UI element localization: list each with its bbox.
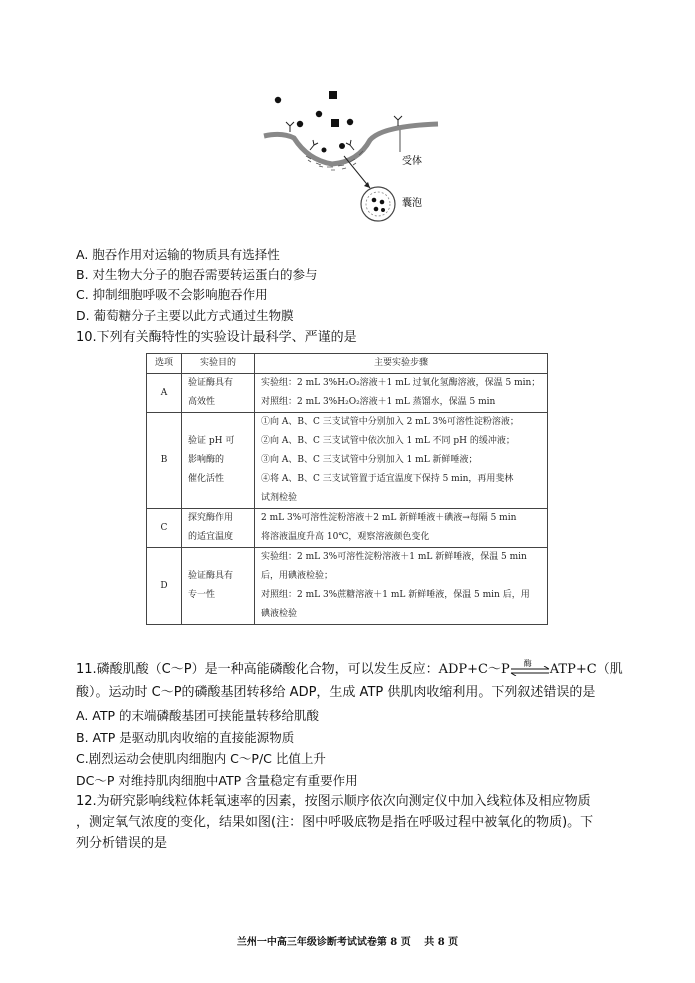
q10-table xyxy=(146,353,548,625)
row-steps xyxy=(255,374,548,413)
q11-stem-line1 xyxy=(76,658,623,678)
q11-option-a: A. ATP 的末端磷酸基团可挟能量转移给肌酸 xyxy=(76,708,320,723)
endocytosis-figure xyxy=(262,84,442,224)
reversible-arrow-icon xyxy=(510,666,550,676)
table-header: 主要实验步骤 xyxy=(255,354,548,374)
row-option: B xyxy=(147,413,182,509)
row-aim xyxy=(182,548,255,625)
step-line: 试剂检验 xyxy=(261,493,298,503)
row-option: C xyxy=(147,509,182,548)
particle-circle xyxy=(381,208,385,212)
aim-line: 专一性 xyxy=(188,590,216,600)
row-aim xyxy=(182,509,255,548)
step-line: ③向 A、B、C 三支试管中分别加入 1 mL 新鲜唾液； xyxy=(261,455,478,465)
table-row xyxy=(147,548,548,625)
q11-option-d: DC～P 对维持肌肉细胞中ATP 含量稳定有重要作用 xyxy=(76,773,358,788)
row-aim xyxy=(182,413,255,509)
row-option: A xyxy=(147,374,182,413)
row-steps xyxy=(255,413,548,509)
q11-stem-text: （肌 xyxy=(596,662,623,677)
particle-square xyxy=(329,91,337,99)
q12-stem-line1: 12.为研究影响线粒体耗氧速率的因素，按图示顺序依次向测定仪中加入线粒体及相应物质 xyxy=(76,794,591,809)
step-line: 后，用碘液检验； xyxy=(261,571,334,581)
table-header: 选项 xyxy=(147,354,182,374)
q12-stem-line3: 列分析错误的是 xyxy=(76,836,168,851)
q9-option-b: B. 对生物大分子的胞吞需要转运蛋白的参与 xyxy=(76,267,318,282)
q11-stem-text: 11.磷酸肌酸（C～P）是一种高能磷酸化合物，可以发生反应： xyxy=(76,662,439,677)
receptor-icon xyxy=(286,122,294,132)
step-line: ①向 A、B、C 三支试管中分别加入 2 mL 3%可溶性淀粉溶液； xyxy=(261,417,519,427)
reaction-equation xyxy=(438,658,597,677)
q9-option-c: C. 抑制细胞呼吸不会影响胞吞作用 xyxy=(76,287,268,302)
step-line: 对照组：2 mL 3%蔗糖溶液＋1 mL 新鲜唾液，保温 5 min 后，用 xyxy=(261,590,530,600)
table-row xyxy=(147,413,548,509)
eq-enzyme: 酶 xyxy=(523,658,532,668)
row-steps xyxy=(255,509,548,548)
q11-option-b: B. ATP 是驱动肌肉收缩的直接能源物质 xyxy=(76,730,295,745)
eq-right: ATP+C xyxy=(549,662,597,677)
table-row xyxy=(147,509,548,548)
q9-option-d: D. 葡萄糖分子主要以此方式通过生物膜 xyxy=(76,308,294,323)
q11-stem-line2: 酸）。运动时 C～P的磷酸基团转移给 ADP，生成 ATP 供肌肉收缩利用。下列叙述错误的是 xyxy=(76,685,596,700)
particle-circle xyxy=(347,119,353,125)
step-line: 将溶液温度升高 10℃，观察溶液颜色变化 xyxy=(261,532,430,542)
q11-option-c: C.剧烈运动会使肌肉细胞内 C～P/C 比值上升 xyxy=(76,751,326,766)
step-line: 实验组：2 mL 3%H₂O₂溶液＋1 mL 过氧化氢酶溶液，保温 5 min； xyxy=(261,378,541,388)
particle-square xyxy=(331,119,339,127)
arrow-icon xyxy=(344,156,370,188)
aim-line: 验证酶具有 xyxy=(188,571,234,581)
aim-line: 探究酶作用 xyxy=(188,513,234,523)
step-line: ②向 A、B、C 三支试管中依次加入 1 mL 不同 pH 的缓冲液； xyxy=(261,436,515,446)
aim-line: 催化活性 xyxy=(188,474,225,484)
arrowhead-icon xyxy=(364,182,370,188)
eq-left: ADP+C～P xyxy=(438,662,510,677)
aim-line: 验证酶具有 xyxy=(188,378,234,388)
particle-circle xyxy=(380,200,385,205)
particle-circle xyxy=(275,97,281,103)
particle-circle xyxy=(372,198,377,203)
step-line: 实验组：2 mL 3%可溶性淀粉溶液＋1 mL 新鲜唾液，保温 5 min xyxy=(261,552,527,562)
particle-circle xyxy=(297,121,303,127)
q12-stem-line2: ，测定氧气浓度的变化，结果如图(注：图中呼吸底物是指在呼吸过程中被氧化的物质)。下 xyxy=(76,815,594,830)
step-line: 碘液检验 xyxy=(261,609,298,619)
row-steps xyxy=(255,548,548,625)
aim-line: 高效性 xyxy=(188,397,216,407)
page-footer: 兰州一中高三年级诊断考试试卷第 8 页 共 8 页 xyxy=(236,937,459,948)
table-row xyxy=(147,374,548,413)
particle-circle xyxy=(339,143,345,149)
particle-circle xyxy=(316,111,322,117)
q9-option-a: A. 胞吞作用对运输的物质具有选择性 xyxy=(76,247,280,262)
receptor-icon xyxy=(310,140,318,150)
step-line: ④将 A、B、C 三支试管置于适宜温度下保持 5 min，再用斐林 xyxy=(261,474,514,484)
table-header-row xyxy=(147,354,548,374)
table-header: 实验目的 xyxy=(182,354,255,374)
step-line: 2 mL 3%可溶性淀粉溶液＋2 mL 新鲜唾液＋碘液→每隔 5 min xyxy=(261,513,517,523)
label-vesicle: 囊泡 xyxy=(402,198,422,209)
row-aim xyxy=(182,374,255,413)
particle-circle xyxy=(322,148,327,153)
q10-stem: 10.下列有关酶特性的实验设计最科学、严谨的是 xyxy=(76,330,357,345)
particle-circle xyxy=(374,207,379,212)
receptor-icon xyxy=(346,140,354,150)
aim-line: 的适宜温度 xyxy=(188,532,234,542)
receptor-icon xyxy=(394,116,402,126)
label-receptor: 受体 xyxy=(402,156,422,167)
step-line: 对照组：2 mL 3%H₂O₂溶液＋1 mL 蒸馏水，保温 5 min xyxy=(261,397,496,407)
aim-line: 验证 pH 可 xyxy=(188,436,235,446)
row-option: D xyxy=(147,548,182,625)
eq-arrow xyxy=(510,658,550,677)
aim-line: 影响酶的 xyxy=(188,455,225,465)
